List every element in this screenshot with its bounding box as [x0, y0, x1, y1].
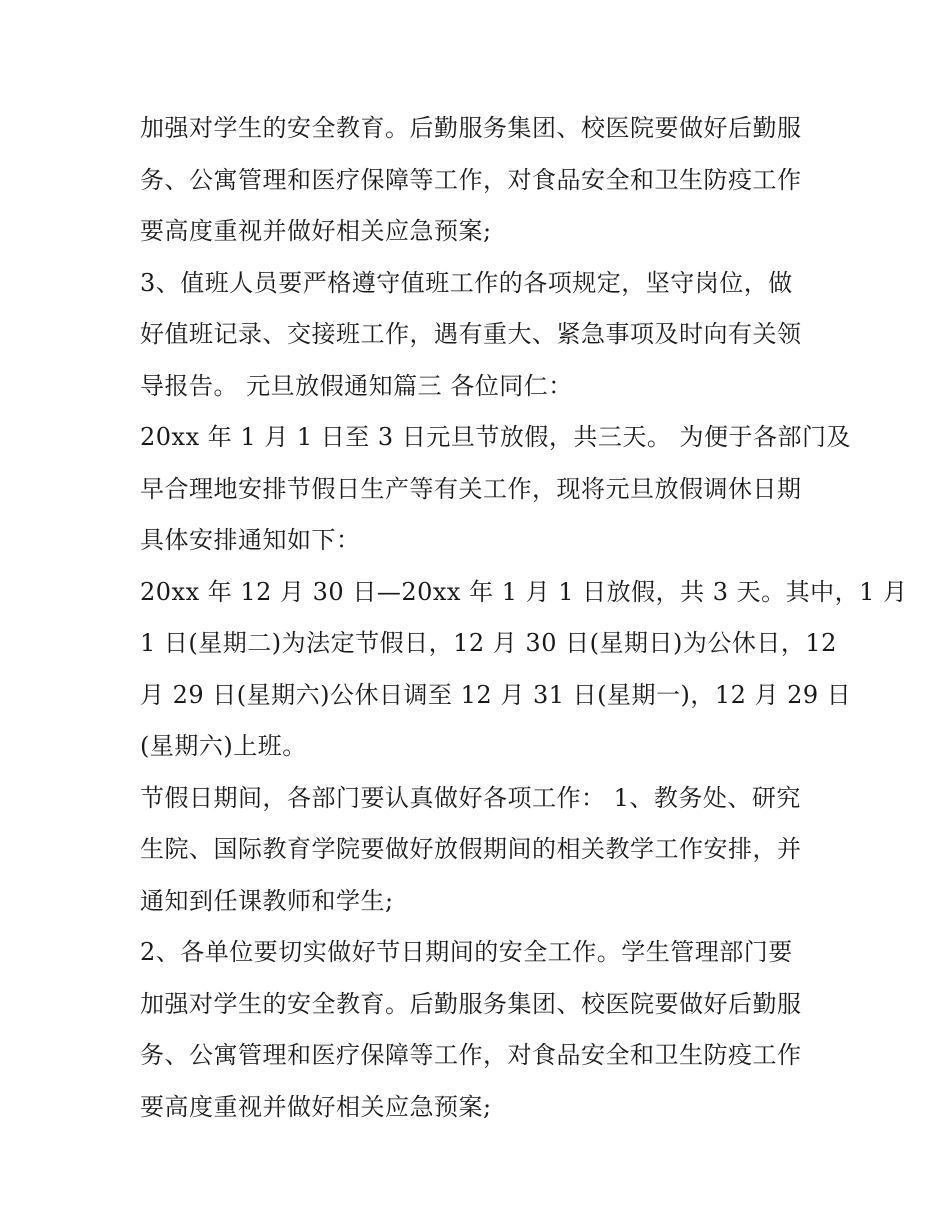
text-line: 具体安排通知如下：	[140, 526, 361, 554]
text-line: 加强对学生的安全教育。后勤服务集团、校医院要做好后勤服	[140, 989, 802, 1018]
text-line: 早合理地安排节假日生产等有关工作，现将元旦放假调休日期	[140, 474, 802, 503]
text-line: 务、公寓管理和医疗保障等工作，对食品安全和卫生防疫工作	[140, 1041, 802, 1069]
document-body	[140, 103, 908, 1133]
text-line: 导报告。 元旦放假通知篇三 各位同仁：	[140, 371, 573, 400]
text-line: 好值班记录、交接班工作，遇有重大、紧急事项及时向有关领	[140, 320, 802, 348]
text-line: 务、公寓管理和医疗保障等工作，对食品安全和卫生防疫工作	[140, 165, 802, 194]
text-line: 20xx 年 1 月 1 日至 3 日元旦节放假，共三天。 为便于各部门及	[140, 423, 851, 451]
text-line: 20xx 年 12 月 30 日—20xx 年 1 月 1 日放假，共 3 天。其中，1 月	[140, 577, 908, 606]
text-line: 3、值班人员要严格遵守值班工作的各项规定，坚守岗位，做	[140, 268, 793, 297]
text-line: 生院、国际教育学院要做好放假期间的相关教学工作安排，并	[140, 835, 802, 863]
text-line: 1 日(星期二)为法定节假日，12 月 30 日(星期日)为公休日，12	[140, 629, 837, 657]
text-line: (星期六)上班。	[140, 732, 307, 760]
text-line: 月 29 日(星期六)公休日调至 12 月 31 日(星期一)，12 月 29 日	[140, 680, 852, 709]
text-line: 节假日期间，各部门要认真做好各项工作： 1、教务处、研究	[140, 783, 801, 812]
text-line: 要高度重视并做好相关应急预案;	[140, 217, 492, 245]
text-line: 通知到任课教师和学生;	[140, 886, 394, 915]
text-line: 要高度重视并做好相关应急预案;	[140, 1092, 492, 1121]
text-line: 2、各单位要切实做好节日期间的安全工作。学生管理部门要	[140, 938, 793, 966]
text-line: 加强对学生的安全教育。后勤服务集团、校医院要做好后勤服	[140, 114, 802, 142]
